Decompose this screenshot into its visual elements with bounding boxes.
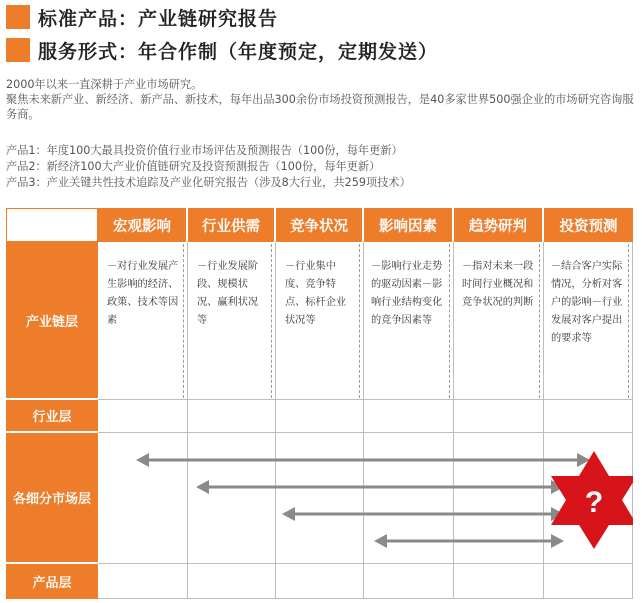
column-header-supply-demand: 行业供需 — [188, 208, 276, 242]
intro-line-2: 聚焦未来新产业、新经济、新产品、新技术，每年出品300余份市场投资预测报告，是40多家世界500强企业的市场研究咨询服务商。 — [6, 93, 634, 121]
double-arrow-3 — [282, 507, 564, 521]
double-arrow-4 — [374, 534, 564, 548]
orange-square-icon — [6, 38, 30, 62]
cell-competition: －行业集中度、竞争特点、标杆企业状况等 — [285, 261, 347, 326]
double-arrow-1 — [136, 453, 590, 467]
cell-supply-demand: －行业发展阶段、规模状况、赢利状况等 — [197, 261, 259, 326]
segment-arrows — [6, 208, 633, 599]
header-title-2: 服务形式：年合作制（年度预定，定期发送） — [38, 40, 439, 63]
product-item-3: 产品3：产业关键共性技术追踪及产业化研究报告（涉及8大行业，共259项技术） — [6, 176, 411, 189]
product-list — [6, 143, 636, 191]
cell-macro: －对行业发展产生影响的经济、政策、技术等因素 — [107, 261, 179, 326]
column-header-factors: 影响因素 — [364, 208, 454, 242]
product-item-2: 产品2：新经济100大产业价值链研究及投资预测报告（100份，每年更新） — [6, 160, 381, 173]
cell-factors: －影响行业走势的驱动因素－影响行业结构变化的竞争因素等 — [371, 261, 443, 326]
orange-square-icon — [6, 5, 30, 29]
row-label-industry: 行业层 — [6, 400, 98, 433]
cell-investment: －结合客户实际情况，分析对客户的影响－行业发展对客户提出的要求等 — [551, 261, 623, 344]
intro-line-1: 2000年以来一直深耕于产业市场研究。 — [6, 78, 203, 91]
row-label-industry-chain: 产业链层 — [6, 242, 98, 400]
intro-text — [6, 77, 636, 122]
header-standard-product — [6, 4, 278, 30]
double-arrow-2 — [196, 480, 564, 494]
column-header-macro: 宏观影响 — [98, 208, 188, 242]
column-header-competition: 竞争状况 — [276, 208, 364, 242]
research-matrix — [6, 208, 633, 599]
question-mark: ? — [584, 486, 604, 519]
row-label-product: 产品层 — [6, 564, 98, 599]
header-title-1: 标准产品：产业链研究报告 — [38, 7, 279, 30]
header-service-form — [6, 37, 438, 63]
column-header-investment: 投资预测 — [544, 208, 633, 242]
product-item-1: 产品1：年度100大最具投资价值行业市场评估及预测报告（100份，每年更新） — [6, 144, 403, 157]
column-header-trends: 趋势研判 — [454, 208, 544, 242]
cell-trends: －指对未来一段时间行业概况和竞争状况的判断 — [462, 261, 534, 308]
row-label-segment-market: 各细分市场层 — [6, 433, 98, 564]
